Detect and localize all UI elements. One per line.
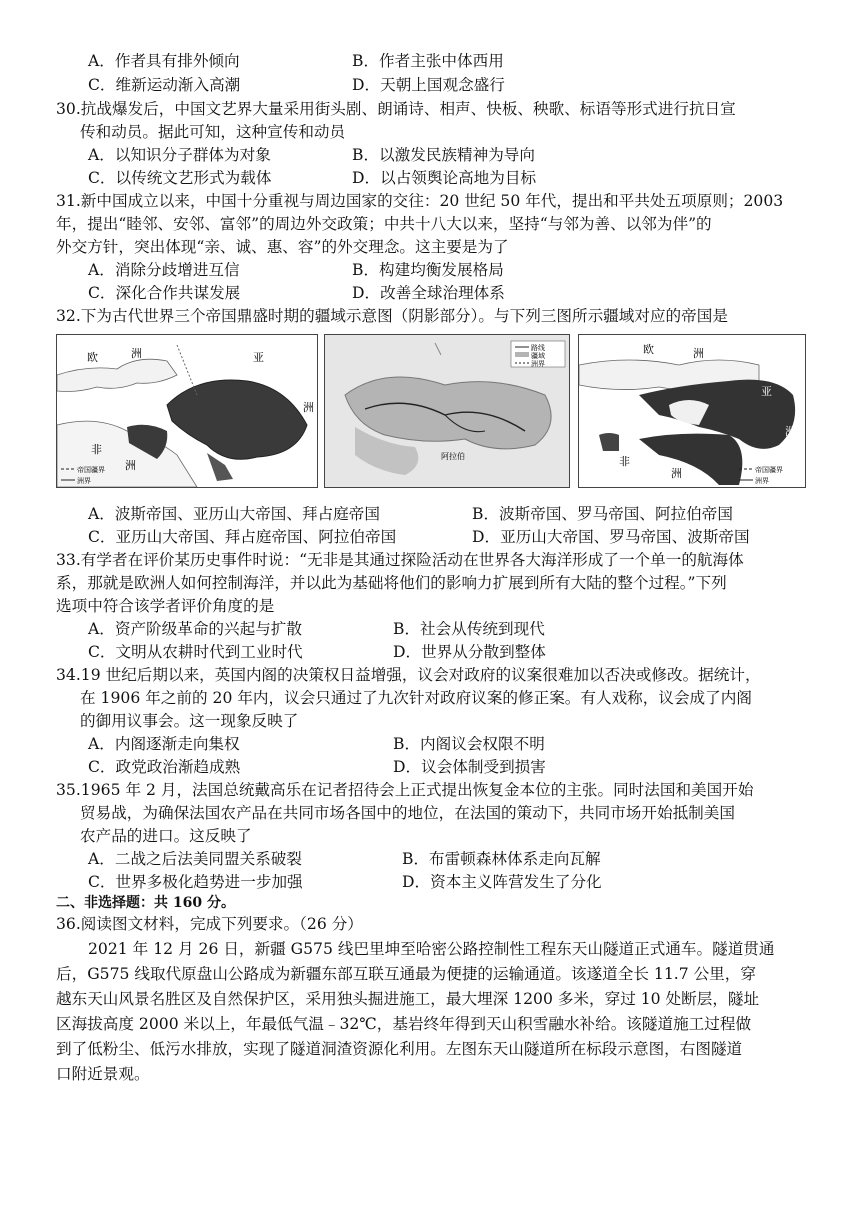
q31-stem-line2: 年，提出“睦邻、安邻、富邻”的周边外交政策；中共十八大以来，坚持“与邻为善、以邻为伴”的	[56, 215, 712, 233]
map-3-legend-border: 帝国疆界	[755, 466, 783, 474]
map-3-label-asia: 亚	[761, 385, 772, 398]
q34-stem-line1: 34.19 世纪后期以来，英国内阁的决策权日益增强，议会对政府的议案很难加以否决或修改。据统计，	[56, 666, 761, 684]
q33-stem-line2: 系，那就是欧洲人如何控制海洋，并以此为基础将他们的影响力扩展到所有大陆的整个过程。”下列	[56, 574, 727, 592]
q35-stem-line2: 贸易战，为确保法国农产品在共同市场各国中的地位，在法国的策动下，共同市场开始抵制美国	[80, 804, 735, 822]
q30-option-a: A．以知识分子群体为对象	[88, 146, 271, 164]
q34-stem-line2: 在 1906 年之前的 20 年内，议会只通过了九次针对政府议案的修正案。有人戏称，议会成了内阁	[80, 689, 752, 707]
q35-option-c: C．世界多极化趋势进一步加强	[88, 873, 303, 891]
q30-option-b: B．以激发民族精神为导向	[352, 146, 535, 164]
q36-para-line2: 后，G575 线取代原盘山公路成为新疆东部互联互通最为便捷的运输通道。该遂道全长 11.7 公里，穿	[56, 965, 756, 983]
q30-stem-line2: 传和动员。据此可知，这种宣传和动员	[80, 123, 346, 141]
q32-option-d: D．亚历山大帝国、罗马帝国、波斯帝国	[472, 528, 750, 546]
q33-option-c: C．文明从农耕时代到工业时代	[88, 643, 303, 661]
map-3-label-zhou-1: 洲	[693, 347, 704, 360]
q34-option-d: D．议会体制受到损害	[393, 758, 546, 776]
q36-para-line5: 到了低粉尘、低污水排放，实现了隧道洞渣资源化利用。左图东天山隧道所在标段示意图，右图隧道	[56, 1040, 743, 1058]
map-1	[56, 334, 318, 488]
q34-option-a: A．内阁逐渐走向集权	[88, 735, 240, 753]
map-3-label-africa: 非	[619, 455, 630, 468]
q33-stem-line1: 33.有学者在评价某历史事件时说：“无非是其通过探险活动在世界各大海洋形成了一个单一的航海体	[56, 551, 744, 569]
map-2-label-arabia: 阿拉伯	[441, 452, 465, 461]
map-3-label-zhou-2: 洲	[785, 425, 796, 438]
map-1-label-europe: 欧	[87, 351, 98, 364]
section-2-title: 二、非选择题：共 160 分。	[56, 895, 235, 911]
q35-stem-line1: 35.1965 年 2 月，法国总统戴高乐在记者招待会上正式提出恢复金本位的主张。同时法国和美国开始	[56, 781, 754, 799]
q35-option-b: B．布雷顿森林体系走向瓦解	[402, 850, 601, 868]
q33-stem-line3: 选项中符合该学者评价角度的是	[56, 597, 275, 615]
q34-stem-line3: 的御用议事会。这一现象反映了	[80, 712, 299, 730]
q32-stem-line1: 32.下为古代世界三个帝国鼎盛时期的疆域示意图（阴影部分）。与下列三图所示疆域对应的帝国是	[56, 307, 728, 325]
map-3-image	[579, 335, 805, 487]
map-2-legend-route: 路线	[531, 344, 545, 352]
map-2-image	[325, 335, 569, 487]
q31-option-c: C．深化合作共谋发展	[88, 284, 241, 302]
q33-option-b: B．社会从传统到现代	[393, 620, 545, 638]
q30-option-d: D．以占领舆论高地为目标	[352, 169, 537, 187]
map-1-label-zhou-3: 洲	[125, 459, 136, 472]
q31-stem-line3: 外交方针，突出体现“亲、诚、惠、容”的外交理念。这主要是为了	[56, 238, 509, 256]
map-1-image	[57, 335, 317, 487]
map-2-legend-continent: 洲界	[531, 360, 545, 368]
map-1-label-zhou-2: 洲	[303, 401, 314, 414]
map-1-label-asia: 亚	[253, 351, 264, 364]
q36-para-line4: 区海拔高度 2000 米以上，年最低气温﹣32℃，基岩终年得到天山积雪融水补给。该隧道施工过程做	[56, 1015, 752, 1033]
q35-stem-line3: 农产品的进口。这反映了	[80, 827, 252, 845]
q30-option-c: C．以传统文艺形式为载体	[88, 169, 272, 187]
q33-option-d: D．世界从分散到整体	[393, 643, 546, 661]
q29-option-c: C．维新运动渐入高潮	[88, 76, 241, 94]
q35-option-d: D．资本主义阵营发生了分化	[402, 873, 602, 891]
map-1-label-africa: 非	[91, 443, 102, 456]
q34-option-c: C．政党政治渐趋成熟	[88, 758, 241, 776]
q35-option-a: A．二战之后法美同盟关系破裂	[88, 850, 302, 868]
q32-option-c: C．亚历山大帝国、拜占庭帝国、阿拉伯帝国	[88, 528, 397, 546]
q29-option-b: B．作者主张中体西用	[352, 52, 504, 70]
map-1-label-zhou-1: 洲	[131, 347, 142, 360]
q29-option-d: D．天朝上国观念盛行	[352, 76, 505, 94]
q33-option-a: A．资产阶级革命的兴起与扩散	[88, 620, 302, 638]
q32-option-a: A．波斯帝国、亚历山大帝国、拜占庭帝国	[88, 505, 380, 523]
q32-option-b: B．波斯帝国、罗马帝国、阿拉伯帝国	[472, 505, 733, 523]
map-3-legend-continent: 洲界	[755, 477, 769, 485]
map-1-legend-border: 帝国疆界	[77, 466, 105, 474]
q34-option-b: B．内阁议会权限不明	[393, 735, 545, 753]
map-1-legend-continent: 洲界	[77, 477, 91, 485]
q29-option-a: A．作者具有排外倾向	[88, 52, 240, 70]
q36-stem-line1: 36.阅读图文材料，完成下列要求。（26 分）	[56, 915, 363, 933]
q31-stem-line1: 31.新中国成立以来，中国十分重视与周边国家的交往：20 世纪 50 年代，提出和平共处五项原则；2003	[56, 192, 784, 210]
q36-para-line3: 越东天山风景名胜区及自然保护区，采用独头掘进施工，最大埋深 1200 多米，穿过 10 处断层，隧址	[56, 990, 760, 1008]
q30-stem-line1: 30.抗战爆发后，中国文艺界大量采用街头剧、朗诵诗、相声、快板、秧歌、标语等形式进行抗日宣	[56, 100, 736, 118]
q31-option-d: D．改善全球治理体系	[352, 284, 505, 302]
q31-option-a: A．消除分歧增进互信	[88, 261, 240, 279]
q36-para-line1: 2021 年 12 月 26 日，新疆 G575 线巴里坤至哈密公路控制性工程东天山隧道正式通车。隧道贯通	[88, 940, 775, 958]
map-3-label-europe: 欧	[643, 343, 654, 356]
map-3-label-zhou-3: 洲	[671, 467, 682, 480]
map-2-legend-territory: 疆域	[531, 352, 545, 360]
q36-para-line6: 口附近景观。	[56, 1065, 150, 1083]
q31-option-b: B．构建均衡发展格局	[352, 261, 504, 279]
map-3	[578, 334, 806, 488]
map-2	[324, 334, 570, 488]
